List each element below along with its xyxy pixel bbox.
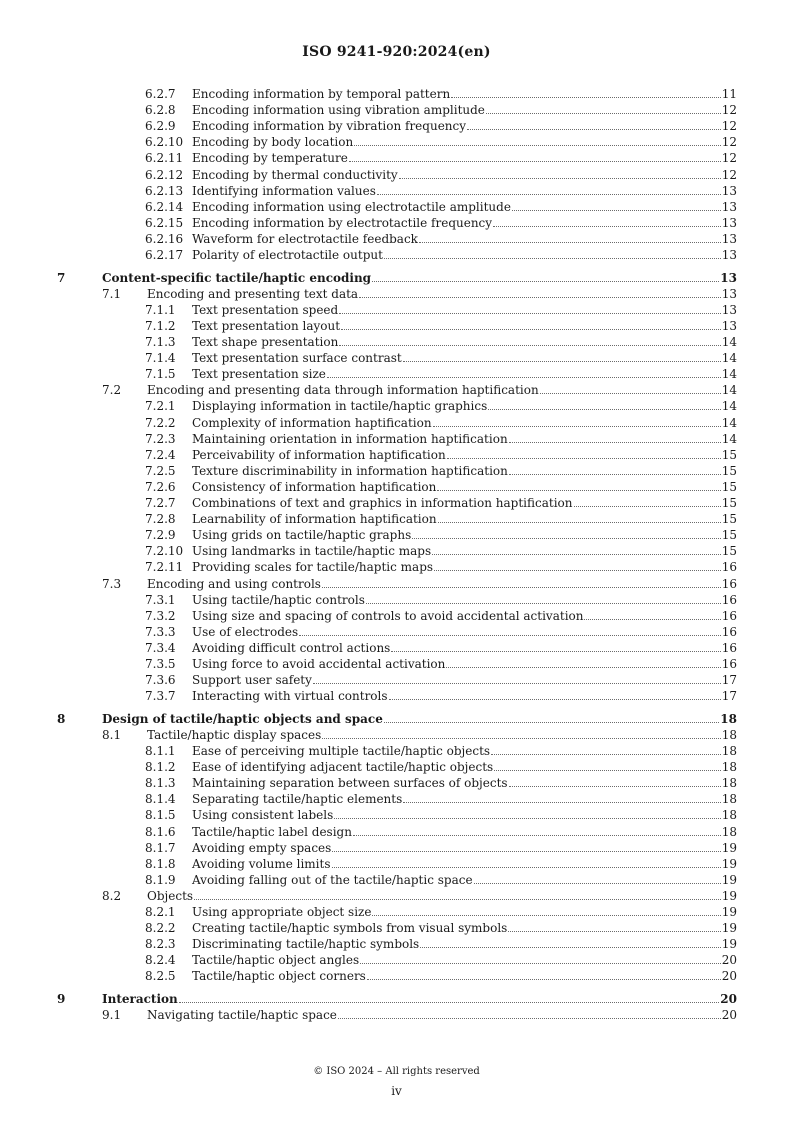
toc-entry-number: 8.2.1 bbox=[145, 905, 176, 919]
toc-entry-title[interactable]: Encoding information using electrotactile amplitude bbox=[192, 199, 511, 214]
toc-entry-title[interactable]: Identifying information values bbox=[192, 183, 376, 198]
toc-dot-leader bbox=[194, 899, 721, 900]
toc-dot-leader bbox=[434, 570, 721, 571]
toc-dot-leader bbox=[366, 603, 721, 604]
toc-entry-title[interactable]: Using landmarks in tactile/haptic maps bbox=[192, 544, 432, 559]
toc-entry-page: 13 bbox=[721, 231, 737, 246]
toc-entry[interactable] bbox=[145, 968, 737, 984]
toc-entry-title[interactable]: Using tactile/haptic controls bbox=[192, 592, 365, 607]
toc-entry-number: 8 bbox=[57, 711, 66, 726]
toc-dot-leader bbox=[377, 194, 721, 195]
toc-entry-number: 7.3.5 bbox=[145, 657, 176, 671]
toc-entry-page: 13 bbox=[721, 248, 737, 262]
toc-entry-number: 7.3.4 bbox=[145, 640, 176, 655]
toc-entry-number: 8.1.3 bbox=[145, 776, 176, 791]
toc-entry[interactable] bbox=[57, 991, 737, 1007]
toc-entry[interactable] bbox=[145, 479, 737, 495]
toc-entry-page: 19 bbox=[721, 937, 737, 952]
toc-entry[interactable] bbox=[145, 592, 737, 608]
toc-entry-page: 14 bbox=[721, 415, 737, 430]
toc-entry-number: 7.3.7 bbox=[145, 689, 176, 704]
toc-entry-title[interactable]: Discriminating tactile/haptic symbols bbox=[192, 937, 420, 952]
toc-entry[interactable] bbox=[102, 727, 737, 743]
toc-entry-number: 7.2.6 bbox=[145, 479, 176, 494]
toc-entry[interactable] bbox=[102, 286, 737, 302]
toc-entry[interactable] bbox=[145, 759, 737, 775]
toc-entry[interactable] bbox=[145, 952, 737, 968]
toc-entry-title[interactable]: Encoding and presenting text data bbox=[147, 286, 359, 301]
toc-entry-number: 8.1.5 bbox=[145, 808, 176, 823]
toc-entry-page: 14 bbox=[721, 367, 737, 382]
toc-entry-page: 18 bbox=[721, 727, 737, 742]
toc-dot-leader bbox=[508, 931, 720, 932]
toc-entry[interactable] bbox=[145, 672, 737, 688]
toc-entry[interactable] bbox=[145, 920, 737, 936]
toc-entry-page: 15 bbox=[721, 528, 737, 543]
toc-entry-title[interactable]: Encoding and using controls bbox=[147, 576, 321, 591]
toc-entry-page: 18 bbox=[721, 792, 737, 807]
toc-entry-page: 15 bbox=[721, 544, 737, 559]
toc-entry-title[interactable]: Encoding by temperature bbox=[192, 151, 348, 166]
toc-entry-number: 7.2.10 bbox=[145, 544, 184, 559]
toc-entry-number: 8.2.5 bbox=[145, 969, 176, 984]
toc-dot-leader bbox=[372, 915, 720, 916]
toc-entry-page: 19 bbox=[721, 921, 737, 936]
toc-entry-number: 7.1.3 bbox=[145, 335, 176, 349]
toc-entry-title[interactable]: Complexity of information haptification bbox=[192, 415, 432, 430]
toc-entry-page: 19 bbox=[721, 888, 737, 903]
toc-entry-page: 14 bbox=[721, 399, 737, 414]
toc-entry-number: 7.2 bbox=[102, 383, 122, 398]
toc-dot-leader bbox=[384, 258, 721, 259]
toc-entry[interactable] bbox=[145, 150, 737, 166]
toc-dot-leader bbox=[339, 313, 721, 314]
toc-entry-number: 8.2.4 bbox=[145, 953, 176, 968]
toc-entry-number: 6.2.17 bbox=[145, 248, 184, 262]
toc-entry-title[interactable]: Maintaining orientation in information haptification bbox=[192, 431, 508, 446]
toc-entry-title[interactable]: Objects bbox=[147, 888, 194, 903]
toc-entry[interactable] bbox=[145, 824, 737, 840]
toc-dot-leader bbox=[491, 754, 721, 755]
toc-entry[interactable] bbox=[102, 888, 737, 904]
toc-entry-number: 8.1 bbox=[102, 727, 122, 742]
toc-entry-title[interactable]: Avoiding empty spaces bbox=[192, 840, 332, 855]
toc-entry[interactable] bbox=[145, 215, 737, 231]
toc-entry-number: 7.3.6 bbox=[145, 673, 176, 688]
toc-entry-title[interactable]: Encoding by body location bbox=[192, 135, 354, 150]
toc-entry-title[interactable]: Interacting with virtual controls bbox=[192, 689, 388, 704]
toc-entry-number: 7.1.1 bbox=[145, 302, 176, 317]
toc-entry-number: 8.2 bbox=[102, 888, 122, 903]
toc-entry-page: 11 bbox=[721, 87, 737, 101]
toc-entry-page: 13 bbox=[721, 215, 737, 230]
toc-dot-leader bbox=[384, 722, 719, 723]
toc-entry-number: 8.1.6 bbox=[145, 824, 176, 839]
toc-dot-leader bbox=[574, 506, 721, 507]
toc-entry-page: 19 bbox=[721, 856, 737, 871]
toc-entry-number: 8.1.1 bbox=[145, 744, 176, 758]
toc-entry-page: 20 bbox=[720, 992, 737, 1006]
toc-entry-page: 20 bbox=[721, 953, 737, 968]
toc-entry-number: 6.2.16 bbox=[145, 231, 184, 246]
toc-entry-number: 7.2.5 bbox=[145, 463, 176, 478]
toc-dot-leader bbox=[437, 490, 720, 491]
toc-entry[interactable] bbox=[57, 270, 737, 286]
toc-entry-title[interactable]: Using size and spacing of controls to avoid accidental activation bbox=[192, 608, 584, 623]
toc-entry-page: 16 bbox=[721, 592, 737, 607]
toc-entry-number: 6.2.9 bbox=[145, 119, 176, 134]
toc-entry-page: 16 bbox=[721, 640, 737, 655]
toc-entry[interactable] bbox=[145, 527, 737, 543]
toc-dot-leader bbox=[389, 699, 721, 700]
toc-entry[interactable] bbox=[145, 231, 737, 247]
toc-entry-title[interactable]: Tactile/haptic object angles bbox=[192, 953, 360, 968]
toc-dot-leader bbox=[494, 770, 721, 771]
toc-entry[interactable] bbox=[145, 199, 737, 215]
toc-entry[interactable] bbox=[145, 856, 737, 872]
toc-entry[interactable] bbox=[145, 102, 737, 118]
toc-entry[interactable] bbox=[145, 495, 737, 511]
toc-entry-title[interactable]: Encoding information by temporal pattern bbox=[192, 87, 451, 101]
toc-entry[interactable] bbox=[145, 118, 737, 134]
toc-entry[interactable] bbox=[145, 656, 737, 672]
toc-dot-leader bbox=[367, 979, 721, 980]
toc-entry[interactable] bbox=[145, 247, 737, 263]
toc-entry[interactable] bbox=[145, 904, 737, 920]
toc-entry-page: 16 bbox=[721, 576, 737, 591]
toc-entry-page: 16 bbox=[721, 657, 737, 671]
toc-entry[interactable] bbox=[145, 559, 737, 575]
toc-dot-leader bbox=[299, 635, 721, 636]
toc-entry[interactable] bbox=[102, 576, 737, 592]
toc-entry-number: 7.3 bbox=[102, 576, 122, 591]
toc-entry[interactable] bbox=[145, 743, 737, 759]
toc-entry[interactable] bbox=[145, 936, 737, 952]
toc-dot-leader bbox=[322, 738, 720, 739]
toc-entry-page: 16 bbox=[721, 624, 737, 639]
toc-entry-title[interactable]: Using grids on tactile/haptic graphs bbox=[192, 528, 412, 543]
toc-dot-leader bbox=[372, 281, 719, 282]
toc-entry[interactable] bbox=[145, 511, 737, 527]
toc-entry-number: 7.2.9 bbox=[145, 528, 176, 543]
toc-dot-leader bbox=[403, 361, 721, 362]
toc-entry-number: 6.2.15 bbox=[145, 215, 184, 230]
toc-dot-leader bbox=[391, 651, 720, 652]
toc-entry-page: 12 bbox=[721, 167, 737, 182]
toc-entry[interactable] bbox=[145, 183, 737, 199]
footer-copyright: © ISO 2024 – All rights reserved bbox=[313, 1066, 480, 1077]
toc-entry-title[interactable]: Polarity of electrotactile output bbox=[192, 248, 383, 262]
toc-entry-page: 14 bbox=[721, 335, 737, 349]
toc-entry-title[interactable]: Avoiding volume limits bbox=[192, 856, 331, 871]
toc-entry-number: 8.1.2 bbox=[145, 760, 176, 775]
toc-dot-leader bbox=[327, 377, 721, 378]
toc-dot-leader bbox=[419, 242, 721, 243]
toc-dot-leader bbox=[338, 1018, 721, 1019]
toc-dot-leader bbox=[359, 297, 721, 298]
toc-dot-leader bbox=[334, 818, 720, 819]
toc-entry-number: 8.1.7 bbox=[145, 840, 176, 855]
toc-dot-leader bbox=[509, 786, 721, 787]
toc-entry-number: 8.1.9 bbox=[145, 872, 176, 887]
toc-dot-leader bbox=[360, 963, 721, 964]
toc-entry-number: 6.2.14 bbox=[145, 199, 184, 214]
toc-entry-page: 18 bbox=[721, 776, 737, 791]
toc-entry-page: 15 bbox=[721, 463, 737, 478]
toc-entry-number: 7.3.1 bbox=[145, 592, 176, 607]
toc-dot-leader bbox=[467, 129, 721, 130]
toc-dot-leader bbox=[322, 587, 721, 588]
toc-entry[interactable] bbox=[145, 415, 737, 431]
toc-dot-leader bbox=[451, 97, 721, 98]
toc-entry-number: 8.2.2 bbox=[145, 921, 176, 936]
toc-entry-number: 7.3.3 bbox=[145, 624, 176, 639]
toc-entry-page: 15 bbox=[721, 447, 737, 462]
toc-entry-title[interactable]: Learnability of information haptification bbox=[192, 512, 437, 527]
toc-entry-title[interactable]: Text shape presentation bbox=[192, 335, 339, 349]
toc-entry-title[interactable]: Texture discriminability in information haptification bbox=[192, 463, 508, 478]
toc-dot-leader bbox=[438, 522, 721, 523]
toc-entry-page: 13 bbox=[721, 318, 737, 333]
toc-entry-title[interactable]: Tactile/haptic label design bbox=[192, 824, 352, 839]
toc-entry-number: 7.2.11 bbox=[145, 560, 184, 575]
toc-entry-title[interactable]: Displaying information in tactile/haptic graphics bbox=[192, 399, 488, 414]
toc-entry-page: 13 bbox=[721, 183, 737, 198]
toc-entry[interactable] bbox=[145, 624, 737, 640]
toc-entry-page: 20 bbox=[721, 1008, 737, 1023]
toc-entry[interactable] bbox=[145, 688, 737, 704]
toc-entry[interactable] bbox=[145, 318, 737, 334]
toc-entry-title[interactable]: Text presentation speed bbox=[192, 302, 339, 317]
toc-entry-page: 19 bbox=[721, 872, 737, 887]
toc-dot-leader bbox=[474, 883, 721, 884]
toc-entry[interactable] bbox=[145, 431, 737, 447]
toc-entry[interactable] bbox=[145, 366, 737, 382]
toc-entry[interactable] bbox=[145, 350, 737, 366]
toc-entry-title[interactable]: Interaction bbox=[102, 992, 178, 1006]
toc-entry[interactable] bbox=[145, 167, 737, 183]
toc-dot-leader bbox=[349, 161, 721, 162]
toc-entry[interactable] bbox=[145, 791, 737, 807]
toc-entry-number: 6.2.8 bbox=[145, 103, 176, 118]
toc-entry-number: 7.3.2 bbox=[145, 608, 176, 623]
toc-dot-leader bbox=[403, 802, 720, 803]
toc-entry[interactable] bbox=[145, 872, 737, 888]
toc-entry-title[interactable]: Avoiding falling out of the tactile/haptic space bbox=[192, 872, 473, 887]
toc-entry-title[interactable]: Tactile/haptic display spaces bbox=[147, 727, 322, 742]
toc-entry-number: 9 bbox=[57, 992, 66, 1006]
toc-entry-number: 8.2.3 bbox=[145, 937, 176, 952]
toc-dot-leader bbox=[509, 442, 721, 443]
toc-entry-page: 19 bbox=[721, 840, 737, 855]
toc-entry-number: 7.1.4 bbox=[145, 351, 176, 366]
toc-entry-page: 15 bbox=[721, 512, 737, 527]
toc-entry[interactable] bbox=[145, 840, 737, 856]
toc-entry-page: 18 bbox=[721, 824, 737, 839]
toc-entry-title[interactable]: Use of electrodes bbox=[192, 624, 299, 639]
toc-entry-number: 6.2.12 bbox=[145, 167, 184, 182]
toc-entry-title[interactable]: Combinations of text and graphics in information haptification bbox=[192, 496, 573, 510]
toc-entry[interactable] bbox=[145, 134, 737, 150]
toc-entry-page: 14 bbox=[721, 431, 737, 446]
toc-entry-title[interactable]: Separating tactile/haptic elements bbox=[192, 792, 403, 807]
toc-entry-page: 15 bbox=[721, 479, 737, 494]
toc-dot-leader bbox=[493, 226, 721, 227]
toc-entry[interactable] bbox=[145, 86, 737, 102]
toc-entry-page: 20 bbox=[721, 969, 737, 984]
toc-entry-title[interactable]: Avoiding difficult control actions bbox=[192, 640, 391, 655]
toc-entry-page: 13 bbox=[721, 302, 737, 317]
toc-dot-leader bbox=[486, 113, 721, 114]
toc-entry[interactable] bbox=[145, 640, 737, 656]
toc-entry-number: 7.2.2 bbox=[145, 415, 176, 430]
toc-entry-number: 7.2.3 bbox=[145, 431, 176, 446]
toc-entry-title[interactable]: Navigating tactile/haptic space bbox=[147, 1008, 337, 1023]
toc-entry-page: 14 bbox=[721, 383, 737, 398]
toc-dot-leader bbox=[432, 554, 721, 555]
toc-entry-page: 18 bbox=[721, 744, 737, 758]
toc-dot-leader bbox=[540, 393, 721, 394]
toc-dot-leader bbox=[412, 538, 720, 539]
toc-entry[interactable] bbox=[145, 543, 737, 559]
toc-entry-page: 13 bbox=[721, 286, 737, 301]
toc-entry-page: 12 bbox=[721, 103, 737, 118]
toc-entry-page: 16 bbox=[721, 608, 737, 623]
footer-page-number: iv bbox=[391, 1084, 402, 1098]
toc-dot-leader bbox=[488, 409, 720, 410]
toc-entry-number: 7.2.8 bbox=[145, 512, 176, 527]
toc-entry-page: 17 bbox=[721, 689, 737, 704]
toc-dot-leader bbox=[332, 867, 721, 868]
toc-entry-title[interactable]: Using consistent labels bbox=[192, 808, 334, 823]
toc-entry[interactable] bbox=[145, 398, 737, 414]
toc-entry-title[interactable]: Content-specific tactile/haptic encoding bbox=[102, 270, 372, 285]
toc-dot-leader bbox=[179, 1002, 720, 1003]
toc-dot-leader bbox=[353, 835, 721, 836]
toc-entry-number: 7.2.4 bbox=[145, 447, 176, 462]
toc-entry[interactable] bbox=[57, 711, 737, 727]
toc-entry[interactable] bbox=[102, 382, 737, 398]
toc-entry-number: 7.2.1 bbox=[145, 399, 176, 414]
toc-entry-title[interactable]: Creating tactile/haptic symbols from visual symbols bbox=[192, 921, 508, 936]
toc-entry-number: 6.2.10 bbox=[145, 135, 184, 150]
toc-entry-title[interactable]: Maintaining separation between surfaces of objects bbox=[192, 776, 508, 791]
toc-entry-number: 7.2.7 bbox=[145, 496, 176, 510]
toc-entry-title[interactable]: Perceivability of information haptification bbox=[192, 447, 446, 462]
toc-entry-title[interactable]: Encoding information by vibration frequency bbox=[192, 119, 467, 134]
toc-entry-title[interactable]: Encoding information by electrotactile frequency bbox=[192, 215, 493, 230]
toc-entry-page: 13 bbox=[721, 199, 737, 214]
toc-entry-page: 14 bbox=[721, 351, 737, 366]
toc-entry-page: 12 bbox=[721, 135, 737, 150]
toc-entry-page: 19 bbox=[721, 905, 737, 919]
toc-entry-title[interactable]: Tactile/haptic object corners bbox=[192, 969, 366, 984]
toc-entry-title[interactable]: Using appropriate object size bbox=[192, 905, 372, 919]
toc-entry-number: 7.1.5 bbox=[145, 367, 176, 382]
toc-entry-number: 9.1 bbox=[102, 1008, 122, 1023]
toc-entry[interactable] bbox=[145, 334, 737, 350]
toc-dot-leader bbox=[332, 851, 720, 852]
toc-entry-number: 6.2.7 bbox=[145, 87, 176, 101]
toc-entry-title[interactable]: Text presentation surface contrast bbox=[192, 351, 402, 366]
toc-dot-leader bbox=[447, 458, 721, 459]
toc-entry-title[interactable]: Providing scales for tactile/haptic maps bbox=[192, 560, 434, 575]
toc-dot-leader bbox=[509, 474, 721, 475]
toc-entry-title[interactable]: Encoding by thermal conductivity bbox=[192, 167, 398, 182]
toc-entry[interactable] bbox=[145, 608, 737, 624]
toc-entry-number: 6.2.11 bbox=[145, 151, 184, 166]
toc-entry[interactable] bbox=[145, 447, 737, 463]
toc-entry-title[interactable]: Text presentation size bbox=[192, 367, 326, 382]
toc-entry-title[interactable]: Consistency of information haptification bbox=[192, 479, 437, 494]
toc-entry[interactable] bbox=[145, 463, 737, 479]
toc-entry-title[interactable]: Encoding and presenting data through information haptification bbox=[147, 383, 539, 398]
toc-entry-number: 7.1 bbox=[102, 286, 122, 301]
toc-entry-number: 7 bbox=[57, 270, 66, 285]
toc-entry-page: 12 bbox=[721, 119, 737, 134]
toc-entry-title[interactable]: Text presentation layout bbox=[192, 318, 341, 333]
toc-entry-title[interactable]: Encoding information using vibration amplitude bbox=[192, 103, 485, 118]
toc-entry-page: 13 bbox=[720, 270, 737, 285]
toc-entry-number: 8.1.4 bbox=[145, 792, 176, 807]
toc-dot-leader bbox=[313, 683, 721, 684]
toc-entry-title[interactable]: Ease of identifying adjacent tactile/haptic objects bbox=[192, 760, 494, 775]
toc-entry-page: 18 bbox=[721, 808, 737, 823]
toc-entry-page: 16 bbox=[721, 560, 737, 575]
toc-dot-leader bbox=[420, 947, 721, 948]
toc-entry-page: 12 bbox=[721, 151, 737, 166]
document-header: ISO 9241-920:2024(en) bbox=[302, 44, 491, 60]
toc-entry[interactable] bbox=[102, 1007, 737, 1023]
toc-dot-leader bbox=[433, 426, 721, 427]
toc-entry-title[interactable]: Support user safety bbox=[192, 673, 312, 688]
toc-dot-leader bbox=[339, 345, 720, 346]
toc-entry[interactable] bbox=[145, 302, 737, 318]
toc-dot-leader bbox=[584, 619, 720, 620]
toc-entry-number: 8.1.8 bbox=[145, 856, 176, 871]
toc-dot-leader bbox=[446, 667, 720, 668]
toc-dot-leader bbox=[512, 210, 721, 211]
toc-dot-leader bbox=[341, 329, 721, 330]
toc-dot-leader bbox=[399, 178, 721, 179]
toc-entry-page: 18 bbox=[721, 760, 737, 775]
toc-entry-number: 7.1.2 bbox=[145, 318, 176, 333]
toc-entry-title[interactable]: Design of tactile/haptic objects and space bbox=[102, 711, 383, 726]
toc-entry-page: 17 bbox=[721, 673, 737, 688]
toc-entry-page: 15 bbox=[721, 496, 737, 510]
toc-entry[interactable] bbox=[145, 775, 737, 791]
toc-entry-title[interactable]: Ease of perceiving multiple tactile/haptic objects bbox=[192, 744, 491, 758]
toc-entry-page: 18 bbox=[720, 711, 737, 726]
toc-dot-leader bbox=[354, 145, 721, 146]
toc-entry-title[interactable]: Waveform for electrotactile feedback bbox=[192, 231, 418, 246]
toc-entry-number: 6.2.13 bbox=[145, 183, 184, 198]
toc-entry-title[interactable]: Using force to avoid accidental activation bbox=[192, 657, 446, 671]
toc-entry[interactable] bbox=[145, 807, 737, 823]
